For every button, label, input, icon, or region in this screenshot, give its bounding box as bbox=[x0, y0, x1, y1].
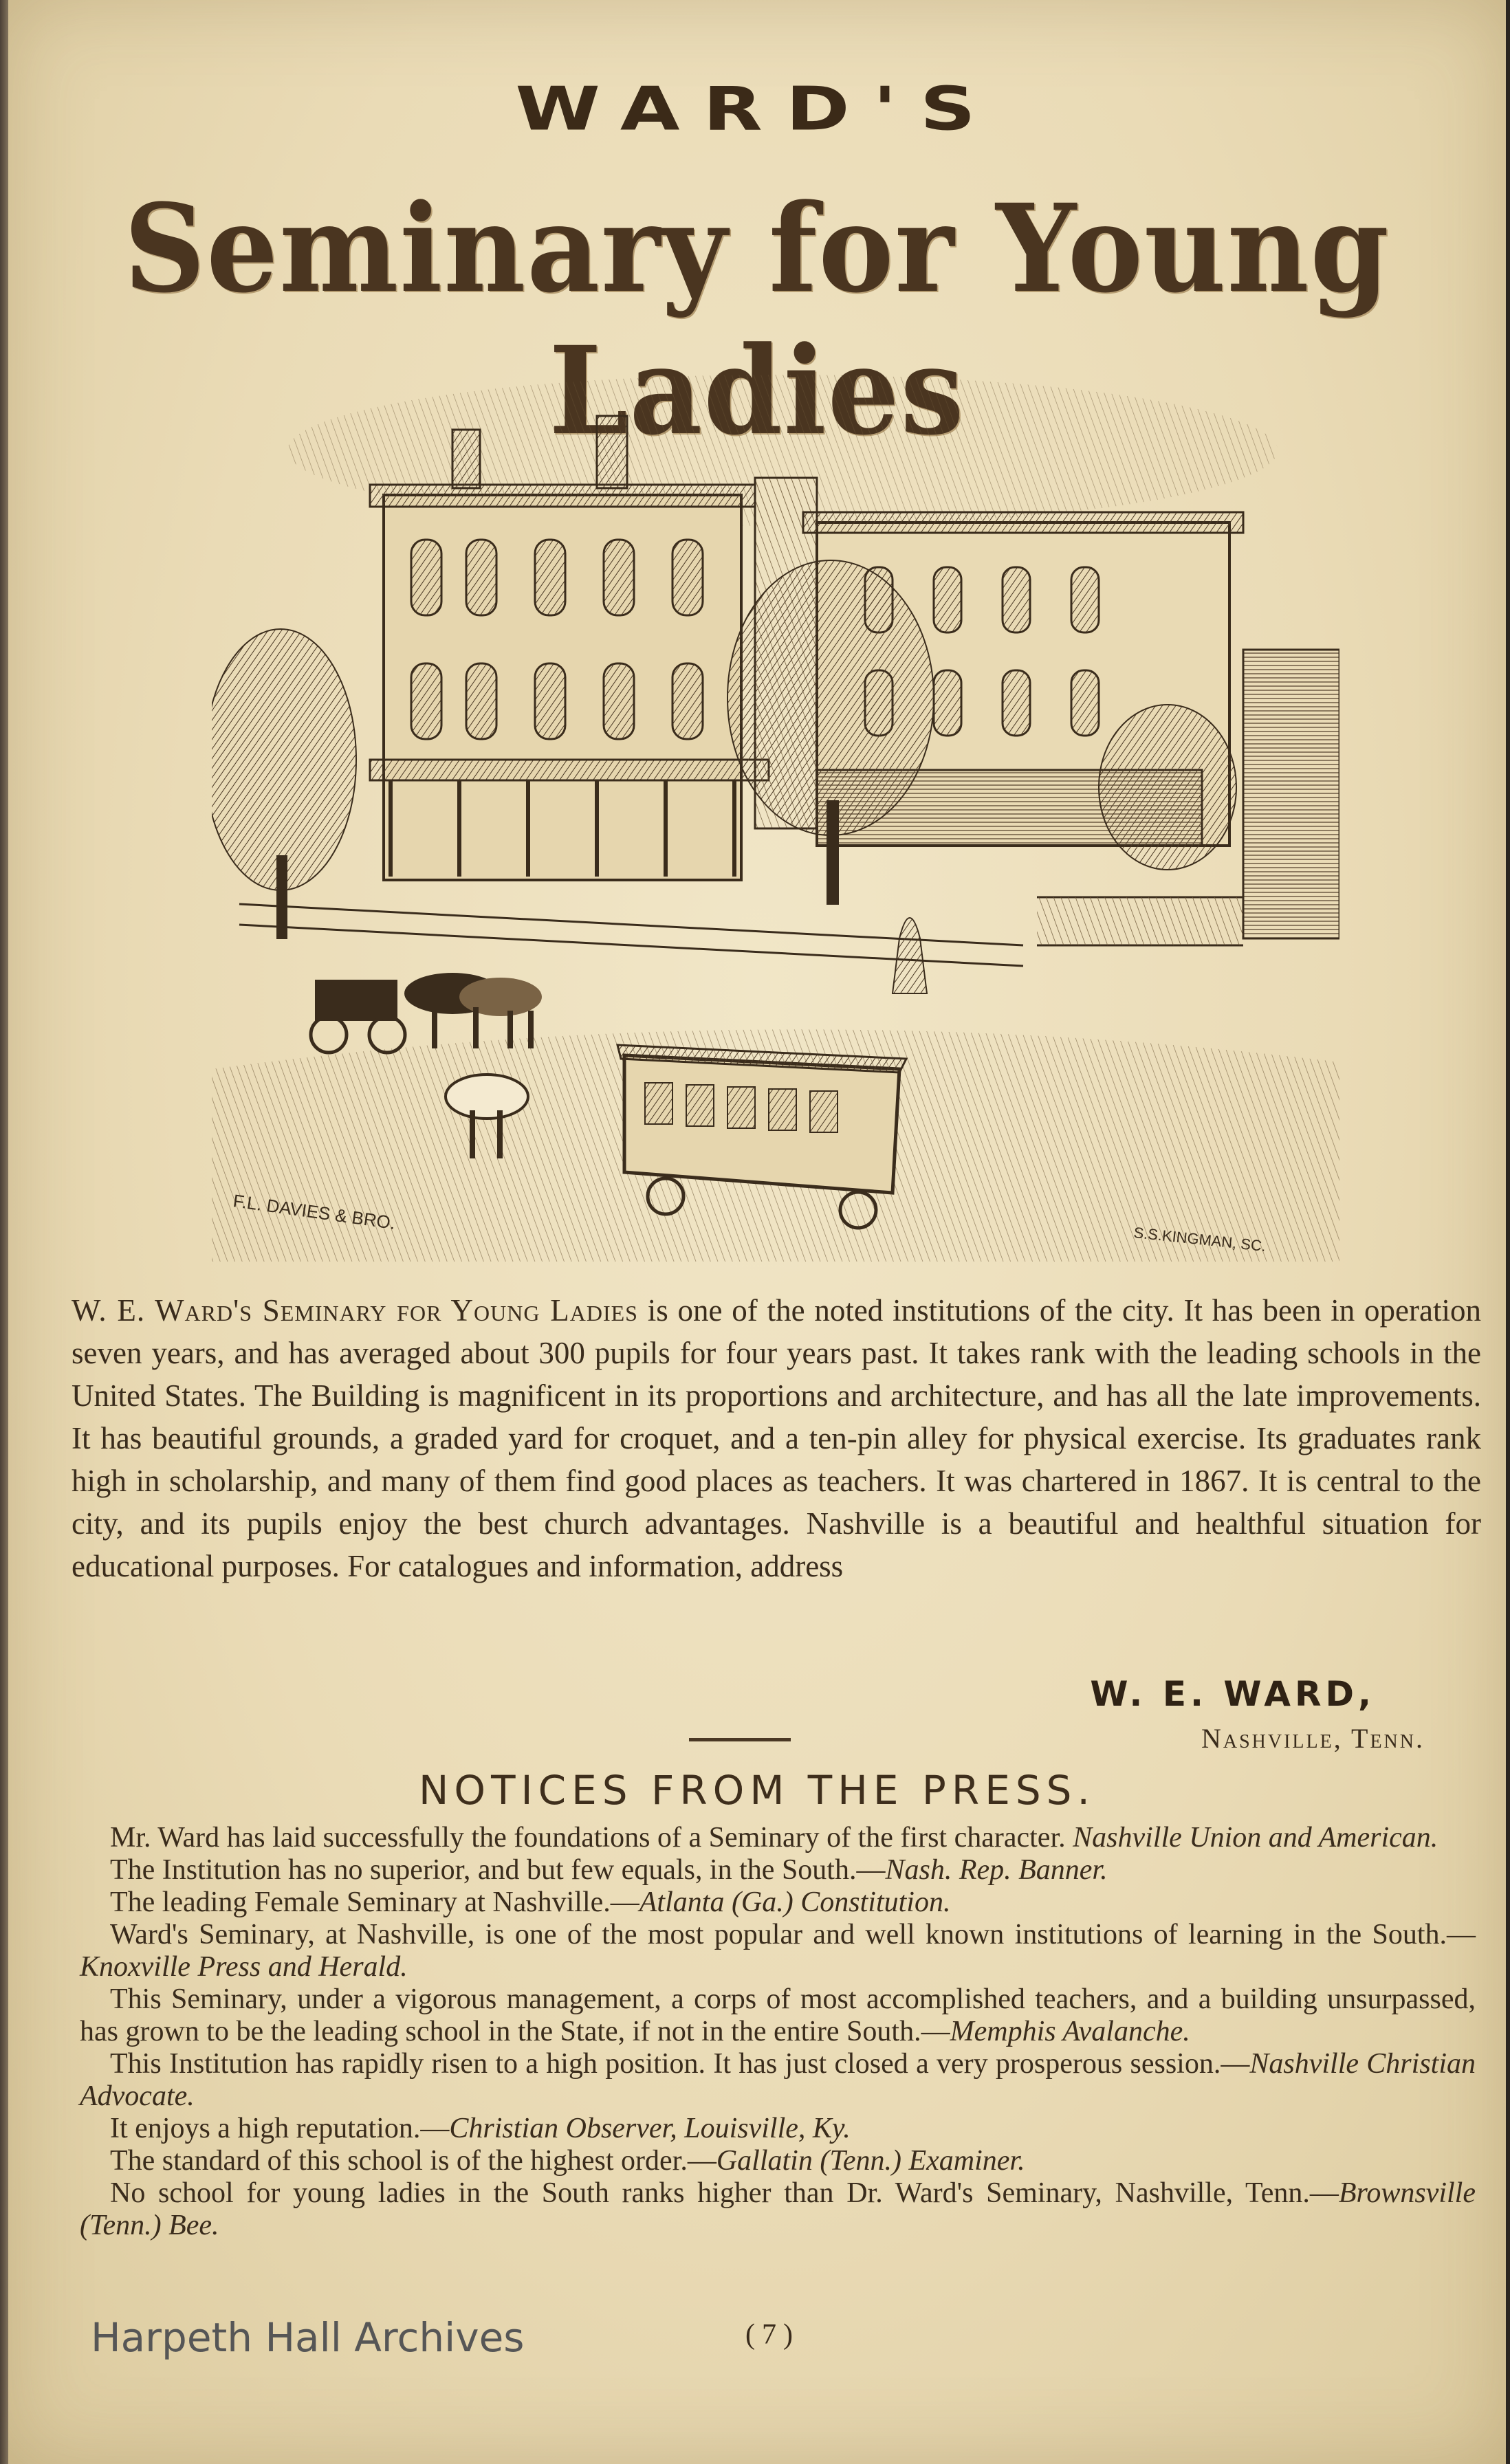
seminary-building-engraving bbox=[212, 375, 1339, 1262]
notices-heading: NOTICES FROM THE PRESS. bbox=[419, 1767, 1095, 1814]
page-number: (7) bbox=[745, 2319, 800, 2351]
press-notice bbox=[80, 2113, 1476, 2145]
notice-source: Memphis Avalanche. bbox=[950, 2016, 1190, 2047]
signature: W. E. WARD, bbox=[1090, 1674, 1375, 1714]
notice-quote: The standard of this school is of the highest order.— bbox=[110, 2145, 716, 2177]
archive-watermark: Harpeth Hall Archives bbox=[91, 2314, 525, 2361]
press-notice bbox=[80, 2177, 1476, 2242]
notice-source: Brownsville (Tenn.) Bee. bbox=[80, 2177, 1476, 2241]
notice-quote: The Institution has no superior, and but few equals, in the South.— bbox=[110, 1854, 886, 1886]
institution-name: W. E. Ward's Seminary for Young Ladies bbox=[72, 1293, 638, 1328]
notice-quote: No school for young ladies in the South ranks higher than Dr. Ward's Seminary, Nashville, Tenn.— bbox=[110, 2177, 1339, 2209]
document-page bbox=[8, 0, 1506, 2464]
page-title: Seminary for Young bbox=[124, 177, 1390, 320]
press-notice bbox=[80, 1983, 1476, 2048]
divider-rule bbox=[689, 1738, 791, 1741]
notice-source: Gallatin (Tenn.) Examiner. bbox=[716, 2145, 1025, 2177]
engraver-credit: F.L. DAVIES & BRO. bbox=[232, 1190, 397, 1234]
description-text: is one of the noted institutions of the city. It has been in operation seven years, and has averaged about 300 pupils for four years past. It takes rank with the leading schools in the United States. The Building is magnificent in its proportions and architecture, and has all the late improvements. It has beautiful grounds, a graded yard for croquet, and a ten-pin alley for physical exercise. Its graduates rank high in scholarship, and many of them find good places as teachers. It was chartered in 1867. It is central to the city, and its pupils enjoy the best church advantages. Nashville is a beautiful and healthful situation for educational purposes. For catalogues and information, address bbox=[72, 1293, 1481, 1583]
notice-quote: Mr. Ward has laid successfully the foundations of a Seminary of the first character. bbox=[110, 1822, 1066, 1854]
notice-quote: This Seminary, under a vigorous management, a corps of most accomplished teachers, and a building unsurpassed, has grown to be the leading school in the State, if not in the entire South.— bbox=[80, 1983, 1476, 2047]
press-notice bbox=[80, 1822, 1476, 1854]
notice-quote: Ward's Seminary, at Nashville, is one of the most popular and well known institutions of learning in the South.— bbox=[110, 1919, 1476, 1950]
press-notice bbox=[80, 2145, 1476, 2177]
press-notice bbox=[80, 1854, 1476, 1886]
press-notice bbox=[80, 1886, 1476, 1919]
notice-quote: This Institution has rapidly risen to a high position. It has just closed a very prosperous session.— bbox=[110, 2048, 1250, 2080]
address: Nashville, Tenn. bbox=[1201, 1723, 1425, 1754]
notice-source: Nashville Union and American. bbox=[1073, 1822, 1438, 1854]
notice-source: Nash. Rep. Banner. bbox=[885, 1854, 1108, 1886]
notice-source: Christian Observer, Louisville, Ky. bbox=[449, 2113, 851, 2144]
notice-source: Knoxville Press and Herald. bbox=[80, 1951, 408, 1983]
description-paragraph bbox=[72, 1289, 1481, 1587]
press-notices bbox=[80, 1822, 1476, 2242]
notice-quote: The leading Female Seminary at Nashville.— bbox=[110, 1886, 639, 1918]
notice-quote: It enjoys a high reputation.— bbox=[110, 2113, 450, 2144]
press-notice bbox=[80, 2048, 1476, 2113]
notice-source: Atlanta (Ga.) Constitution. bbox=[639, 1886, 951, 1918]
header-kicker: WARD'S bbox=[515, 74, 999, 144]
notice-source: Nashville Christian Advocate. bbox=[80, 2048, 1476, 2112]
engraver-signature: S.S.KINGMAN, SC. bbox=[1132, 1224, 1267, 1255]
press-notice bbox=[80, 1919, 1476, 1983]
main-building bbox=[370, 416, 769, 880]
